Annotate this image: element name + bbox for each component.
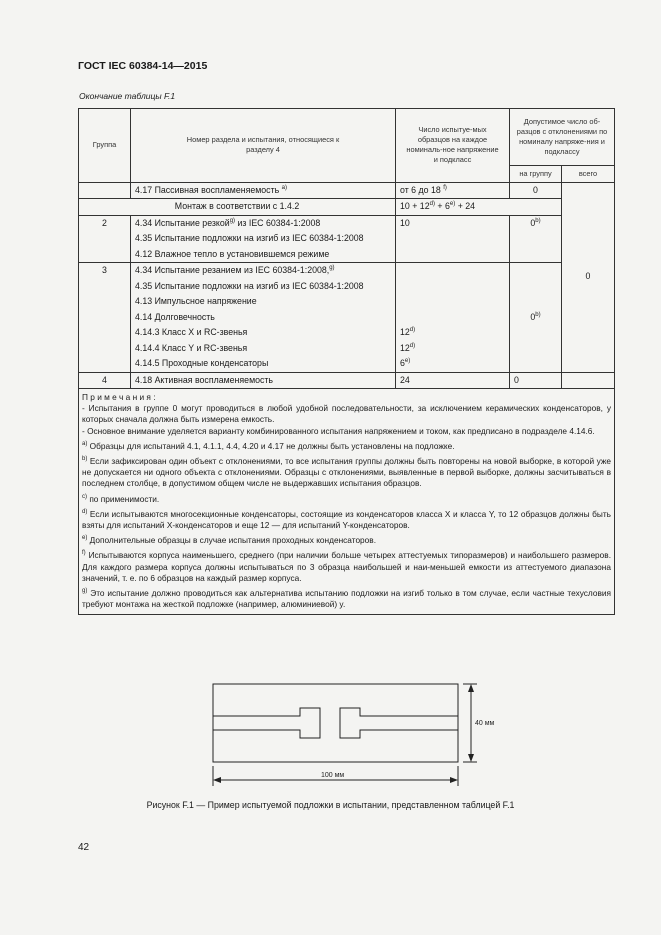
footnote-d: $^{d)}$ Если испытываются многосекционные конденсаторы, состоящие из конденсаторов класса X и класса Y, то 12 образцов должны быть взяты для испытаний X-конденсаторов и еще 12 — для испытаний Y-конденсаторов. [82,508,611,531]
cell-count: 10 [396,215,510,263]
cell-total: 0 [562,182,615,372]
header-group: Группа [79,109,131,183]
standard-title: ГОСТ IEC 60384-14—2015 [78,60,208,72]
header-row [79,109,615,166]
substrate-outline [213,684,458,762]
notes-row [79,389,615,615]
footnote-g: $^{g)}$ Это испытание должно проводиться как альтернатива испытанию подложки на изгиб только в том случае, если частные техусловия требуют монтажа на жесткой подложке (например, алюминиевой) y. [82,588,612,610]
cell-test: 4.14.4 Класс Y и RC-звенья [131,341,396,357]
cell-test: 4.18 Активная воспламеняемость [131,372,396,389]
footnote-a: $^{a)}$ Образцы для испытаний 4.1, 4.1.1, 4.4, 4.20 и 4.17 не должны быть установлены на подложке. [82,440,455,451]
cell-count-empty [396,263,510,326]
cell-test: 4.34 Испытание резкой$^{g)}$ из IEC 60384-1:2008 [131,215,396,231]
cell-count: 6$^{e)}$ [396,356,510,372]
cell-group-empty [79,182,131,199]
footnote-e: $^{e)}$ Дополнительные образцы в случае испытания проходных конденсаторов. [82,535,377,546]
header-allowed: Допустимое число об-разцов с отклонениями по номиналу напряже-ния и подклассу [510,109,615,166]
cell-test: 4.35 Испытание подложки на изгиб из IEC 60384-1:2008 [131,231,396,247]
test-table [78,108,615,615]
figure-caption: Рисунок F.1 — Пример испытуемой подложки в испытании, представленном таблицей F.1 [146,800,515,810]
footnote-f: $^{f)}$ Испытываются корпуса наименьшего, среднего (при наличии больше четырех аттестуемых типоразмеров) и наибольшего размеров. Для каждого размера корпуса должны испытываться по 3 образца наибольшей и наи-меньшей емкости из аттестуемого диапазона значений, т. е. по 6 образцов на каждый размер корпуса. [82,550,611,583]
note-1: - Испытания в группе 0 могут проводиться в любой удобной последовательности, за исключением керамических конденсаторов, у которых сначала должна быть измерена емкость. [82,403,611,425]
cell-count: от 6 до 18 $^{f)}$ [396,182,510,199]
cell-count: 24 [396,372,510,389]
note-2: - Основное внимание уделяется варианту комбинированного испытания напряжением и током, как предписано в подразделе 4.14.6. [82,425,595,436]
header-total: всего [562,166,615,183]
cell-group: 3 [79,263,131,373]
cell-mounting-count: $10 + 12^{d)} + 6^{e)} + 24$ [396,199,562,216]
cell-test: 4.14 Долговечность [131,310,396,326]
cell-test: 4.14.5 Проходные конденсаторы [131,356,396,372]
header-per-group: на группу [510,166,562,183]
cell-group: 2 [79,215,131,263]
cell-count: 12$^{d)}$ [396,325,510,341]
cell-per-group: 0 [510,182,562,199]
table-row [79,372,615,389]
cell-test: 4.17 Пассивная воспламеняемость $^{a)}$ [131,182,396,199]
table-row [79,215,615,231]
notes-cell [79,389,615,615]
table-row [79,263,615,279]
cell-test: 4.12 Влажное тепло в установившемся режиме [131,247,396,263]
footnote-b: $^{b)}$ Если зафиксирован один объект с отклонениями, то все испытания группы должны быть повторены на новой выборке, в которой уже не допускается ни одного объекта с отклонениями. Образцы с отклонениями, выявленные в первой выборке, должны засчитываться в последнем столбце, в допустимом общем числе не выдержавших испытания образцов. [82,456,611,489]
header-count: Число испытуе-мых образцов на каждое номиналь-ное напряжение и подкласс [396,109,510,183]
header-section: Номер раздела и испытания, относящиеся к разделу 4 [131,109,396,183]
cell-per-group: 0 [510,372,562,389]
cell-test: 4.13 Импульсное напряжение [131,294,396,310]
cell-mounting: Монтаж в соответствии с 1.4.2 [79,199,396,216]
table-row [79,199,615,216]
cell-per-group: 0$^{b)}$ [510,215,562,263]
footnote-c: $^{c)}$ по применимости. [82,493,160,504]
right-electrode [340,708,458,738]
width-label: 100 мм [321,772,345,779]
height-label: 40 мм [475,720,495,727]
cell-count: 12$^{d)}$ [396,341,510,357]
table-row [79,182,615,199]
notes-title: П р и м е ч а н и я : [82,392,156,402]
table-caption: Окончание таблицы F.1 [79,91,176,101]
substrate-figure [205,676,495,786]
cell-test: 4.35 Испытание подложки на изгиб из IEC 60384-1:2008 [131,279,396,295]
cell-test: 4.14.3 Класс X и RC-звенья [131,325,396,341]
cell-per-group: 0$^{b)}$ [510,263,562,373]
cell-total-empty [562,372,615,389]
cell-test: 4.34 Испытание резанием из IEC 60384-1:2008,$^{g)}$ [131,263,396,279]
page-number: 42 [78,842,90,853]
cell-group: 4 [79,372,131,389]
left-electrode [213,708,320,738]
